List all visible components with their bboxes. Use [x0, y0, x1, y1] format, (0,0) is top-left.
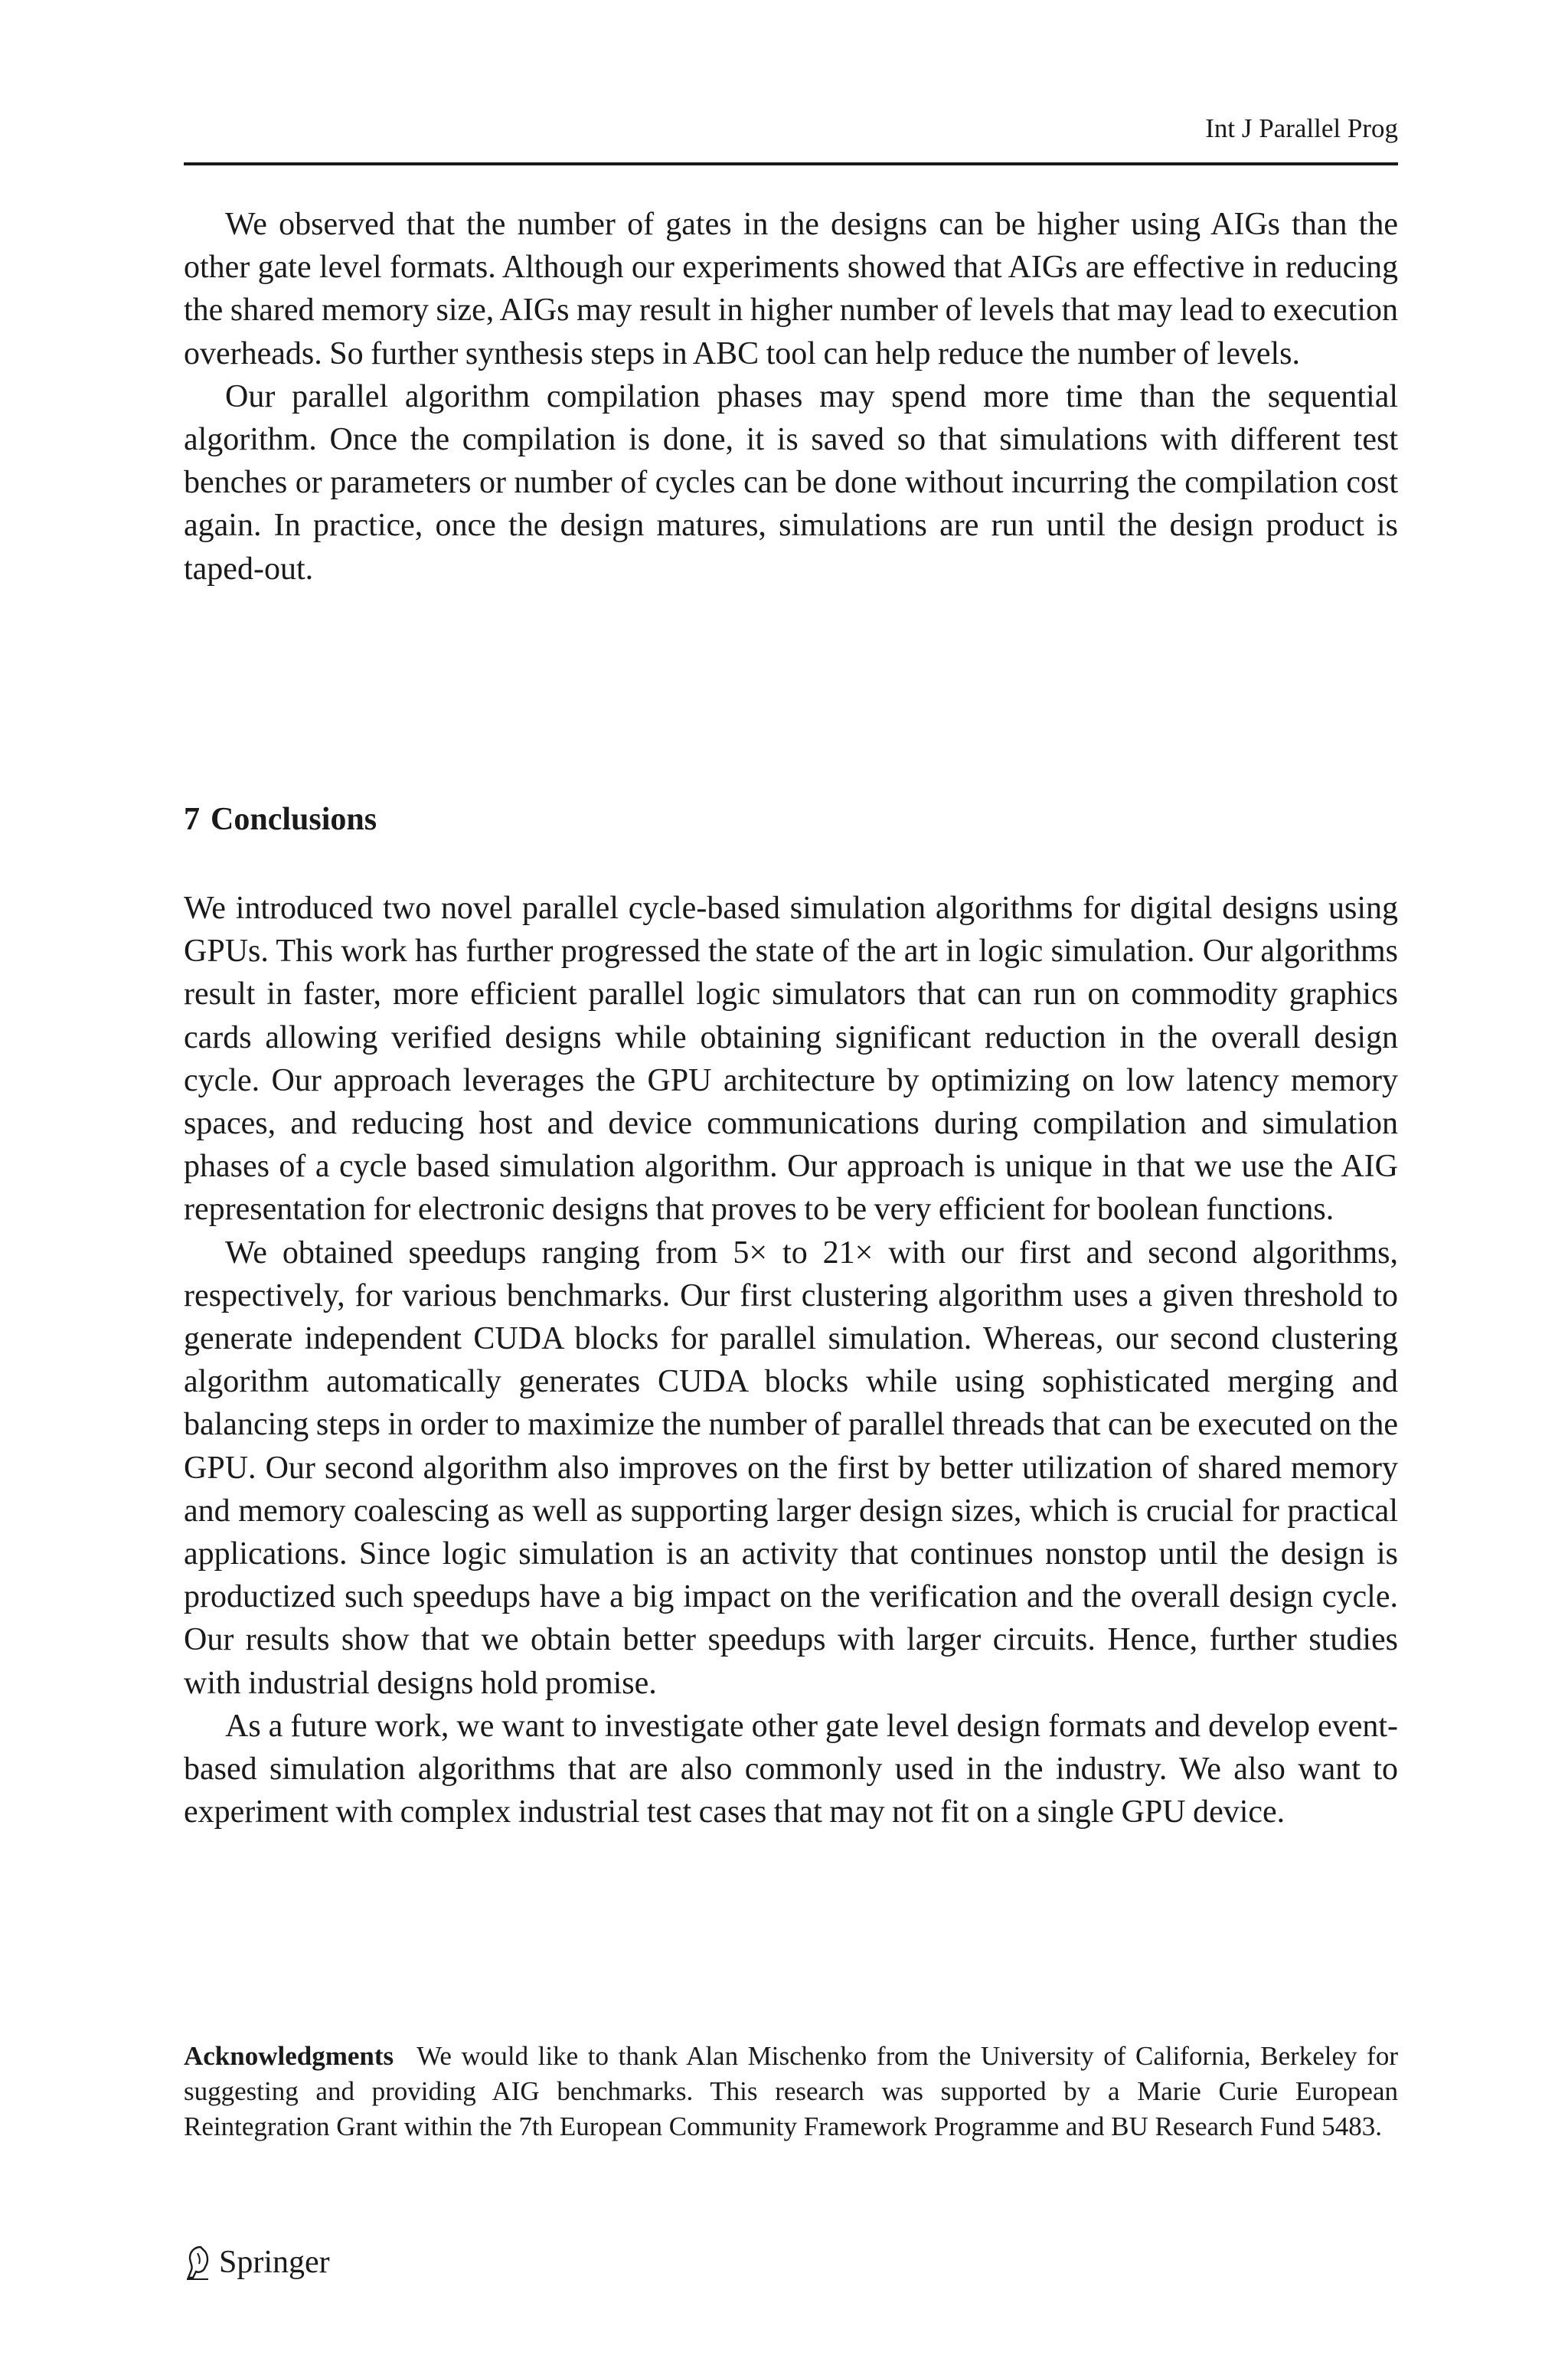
header-rule — [184, 162, 1398, 165]
acknowledgments-title: Acknowledgments — [184, 2041, 394, 2071]
running-head-journal: Int J Parallel Prog — [1205, 113, 1398, 143]
paragraph: We obtained speedups ranging from 5× to 21× with our first and second algorithms, respectively, for various benchmarks. Our first clustering algorithm uses a given threshold to generate independent CUDA blocks for parallel simulation. Whereas, our second clustering algorithm automatically generates CUDA blocks while using sophisticated merging and balancing steps in order to maximize the number of parallel threads that can be executed on the GPU. Our second algorithm also improves on the first by better utilization of shared memory and memory coalescing as well as supporting larger design sizes, which is crucial for practical applications. Since logic simulation is an activity that continues nonstop until the design is productized such speedups have a big impact on the verification and the overall design cycle. Our results show that we obtain better speedups with larger circuits. Hence, further studies with industrial designs hold promise. — [184, 1235, 1398, 1701]
section-number: 7 — [184, 802, 200, 837]
publisher-name: Springer — [219, 2245, 330, 2280]
discussion-text — [184, 203, 1398, 590]
paragraph: Our parallel algorithm compilation phases may spend more time than the sequential algorithm. Once the compilation is done, it is saved so that simulations with different test benches or parameters or number of cycles can be done without incurring the compilation cost again. In practice, once the design matures, simulations are run until the design product is taped-out. — [184, 378, 1398, 587]
paragraph: As a future work, we want to investigate other gate level design formats and develop event-based simulation algorithms that are also commonly used in the industry. We also want to experiment with complex industrial test cases that may not fit on a single GPU device. — [184, 1708, 1398, 1830]
paragraph: We observed that the number of gates in the designs can be higher using AIGs than the other gate level formats. Although our experiments showed that AIGs are effective in reducing the shared memory size, AIGs may result in higher number of levels that may lead to execution overheads. So further synthesis steps in ABC tool can help reduce the number of levels. — [184, 207, 1398, 371]
publisher-footer — [184, 2244, 330, 2281]
conclusions-text — [184, 887, 1398, 1833]
section-title: Conclusions — [211, 802, 377, 837]
paragraph: We introduced two novel parallel cycle-based simulation algorithms for digital designs using GPUs. This work has further progressed the state of the art in logic simulation. Our algorithms result in faster, more efficient parallel logic simulators that can run on commodity graphics cards allowing verified designs while obtaining significant reduction in the overall design cycle. Our approach leverages the GPU architecture by optimizing on low latency memory spaces, and reducing host and device communications during compilation and simulation phases of a cycle based simulation algorithm. Our approach is unique in that we use the AIG representation for electronic designs that proves to be very efficient for boolean functions. — [184, 891, 1398, 1228]
acknowledgments — [184, 2039, 1398, 2144]
paper-page — [184, 0, 1398, 2378]
section-heading-conclusions — [184, 796, 377, 842]
acknowledgments-text: We would like to thank Alan Mischenko from the University of California, Berkeley for suggesting and providing AIG benchmarks. This research was supported by a Marie Curie European Reintegration Grant within the 7th European Community Framework Programme and BU Research Fund 5483. — [184, 2041, 1398, 2141]
springer-horse-icon — [184, 2244, 211, 2281]
